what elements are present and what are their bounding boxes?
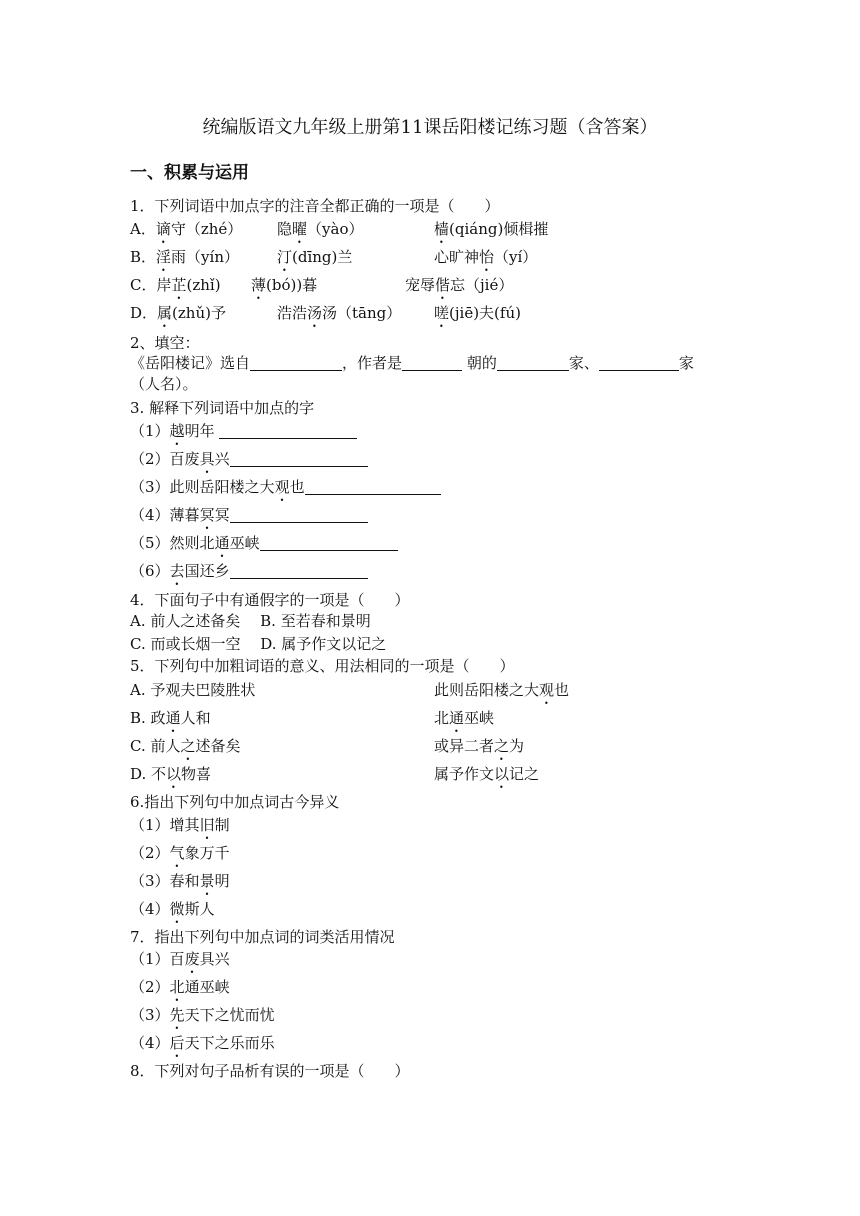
q6-item-1: （1）增其旧制 xyxy=(130,816,230,834)
document-page: 统编版语文九年级上册第11课岳阳楼记练习题（含答案） 一、积累与运用 1．下列词语中加点字的注音全都正确的一项是（ ） A．谪守（zhé） 隐曜（yào） 樯(qiáng)倾楫摧 B．淫雨（yín） 汀(dīng)兰 心旷神怡（yí） C．岸芷(zhǐ) 薄(bó))暮 宠辱偕忘（jié） D．属(zhǔ)予 浩浩汤汤（tāng） 嗟(jiē)夫(fú) 2、填空： 《岳阳楼记》选自 ，作者是 朝的 家、 家 （人名）。 3. 解释下列词语中加点的字 （1）越明年 （2）百废具兴 （3）此则岳阳楼之大观也 （4）薄暮冥冥 （5）然则北通巫峡 （6）去国还乡 4．下面句子中有通假字的一项是（ ） A. 前人之述备矣 B. 至若春和景明 C. 而或长烟一空 D. 属予作文以记之 5．下列句中加粗词语的意义、用法相同的一项是（ ） A. 予观夫巴陵胜状 此则岳阳楼之大观也 B. 政通人和 北通巫峡 C. 前人之述备矣 或异二者之为 D. 不以物喜 属予作文以记之 6.指出下列句中加点词古今异义 （1）增其旧制 （2）气象万千 （3）春和景明 （4）微斯人 7．指出下列句中加点词的词类活用情况 （1）百废具兴 （2）北通巫峡 （3）先天下之忧而忧 （4）后天下之乐而乐 8．下列对句子品析有误的一项是（ ） xyxy=(0,0,860,1216)
q3-item-1: （1）越明年 xyxy=(130,421,357,449)
q6-stem: 6.指出下列句中加点词古今异义 xyxy=(130,793,340,811)
document-title: 统编版语文九年级上册第11课岳阳楼记练习题（含答案） xyxy=(202,117,658,138)
q2-blank-author[interactable] xyxy=(402,354,462,371)
q7-item-2: （2）北通巫峡 xyxy=(130,978,230,996)
q7-item-3: （3）先天下之忧而忧 xyxy=(130,1006,275,1024)
q2-blank-source[interactable] xyxy=(250,354,342,371)
q7-item-1: （1）百废具兴 xyxy=(130,950,230,968)
q3-item-5: （5）然则北通巫峡 xyxy=(130,533,398,561)
q4-stem: 4．下面句子中有通假字的一项是（ ） xyxy=(130,591,410,609)
section-heading: 一、积累与运用 xyxy=(130,163,249,183)
q2-stem: 2、填空： xyxy=(130,334,200,352)
answer-blank[interactable] xyxy=(305,478,441,495)
answer-blank[interactable] xyxy=(230,450,368,467)
q3-item-2: （2）百废具兴 xyxy=(130,449,368,477)
answer-blank[interactable] xyxy=(219,422,357,439)
q2-blank-role[interactable] xyxy=(599,354,679,371)
q1-stem: 1．下列词语中加点字的注音全都正确的一项是（ ） xyxy=(130,197,500,215)
q6-item-2: （2）气象万千 xyxy=(130,844,230,862)
q3-item-4: （4）薄暮冥冥 xyxy=(130,505,368,533)
q4-options-row-2: C. 而或长烟一空 D. 属予作文以记之 xyxy=(130,635,387,653)
answer-blank[interactable] xyxy=(260,534,398,551)
q2-fill-line-2: （人名）。 xyxy=(130,375,198,393)
q2-blank-dynasty[interactable] xyxy=(497,354,569,371)
q8-stem: 8．下列对句子品析有误的一项是（ ） xyxy=(130,1062,410,1080)
q5-stem: 5．下列句中加粗词语的意义、用法相同的一项是（ ） xyxy=(130,657,515,675)
answer-blank[interactable] xyxy=(230,562,368,579)
q7-stem: 7．指出下列句中加点词的词类活用情况 xyxy=(130,928,395,946)
answer-blank[interactable] xyxy=(230,506,368,523)
q7-item-4: （4）后天下之乐而乐 xyxy=(130,1034,275,1052)
q6-item-4: （4）微斯人 xyxy=(130,900,215,918)
q3-stem: 3. 解释下列词语中加点的字 xyxy=(130,399,315,417)
q6-item-3: （3）春和景明 xyxy=(130,872,230,890)
q4-options-row-1: A. 前人之述备矣 B. 至若春和景明 xyxy=(130,612,371,630)
q3-item-3: （3）此则岳阳楼之大观也 xyxy=(130,477,441,505)
q3-item-6: （6）去国还乡 xyxy=(130,561,368,589)
q2-fill-line: 《岳阳楼记》选自 ，作者是 朝的 家、 家 xyxy=(130,354,694,372)
